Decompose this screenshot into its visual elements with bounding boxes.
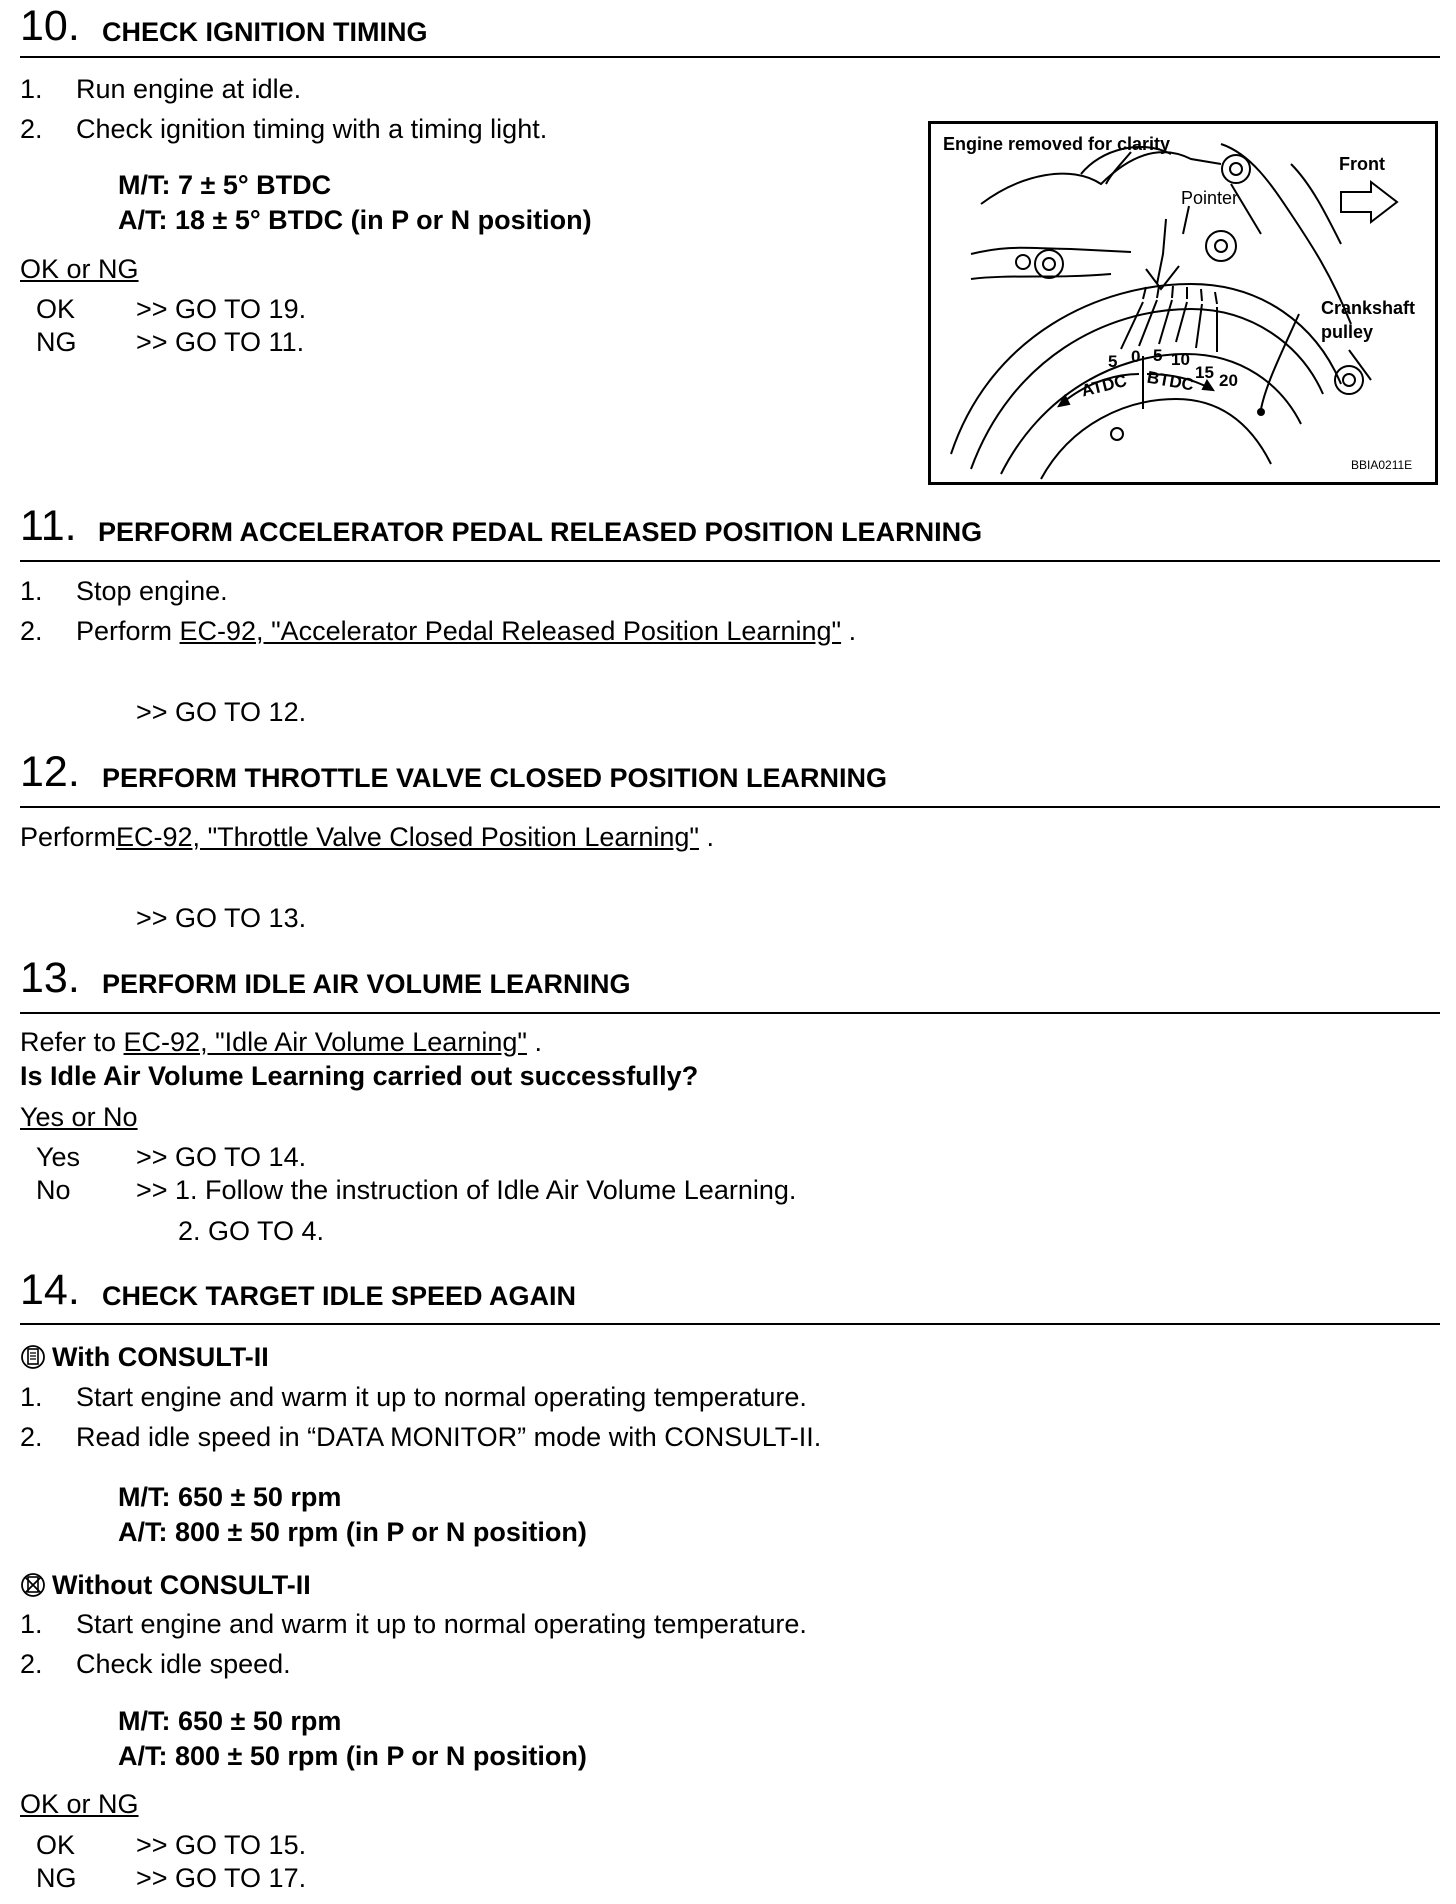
result-key: OK <box>36 1830 76 1860</box>
result-key: OK <box>36 294 76 324</box>
result-label: OK or NG <box>20 1789 139 1819</box>
step-title: PERFORM IDLE AIR VOLUME LEARNING <box>102 969 631 999</box>
ec92-accelerator-link[interactable]: EC-92, "Accelerator Pedal Released Position Learning" <box>179 616 842 646</box>
header-rule <box>20 56 1440 58</box>
scale-15: 15 <box>1195 363 1214 382</box>
list-item: Check idle speed. <box>76 1649 291 1679</box>
header-rule <box>20 806 1440 808</box>
scale-20: 20 <box>1219 371 1238 390</box>
result-action: >> GO TO 19. <box>136 294 307 324</box>
btdc-label: BTDC <box>1145 367 1196 395</box>
header-rule <box>20 560 1440 562</box>
consult-icon <box>20 1344 46 1370</box>
result-key: No <box>36 1175 71 1205</box>
result-key: NG <box>36 327 77 357</box>
scale-0: 0 <box>1131 347 1141 366</box>
spec-at: A/T: 800 ± 50 rpm (in P or N position) <box>118 1741 587 1771</box>
step-13-header <box>20 954 1440 1002</box>
timing-diagram <box>928 121 1438 485</box>
spec-at: A/T: 18 ± 5° BTDC (in P or N position) <box>118 205 592 235</box>
step-title: CHECK IGNITION TIMING <box>102 17 428 47</box>
result-action: >> GO TO 15. <box>136 1830 307 1860</box>
step-title: PERFORM ACCELERATOR PEDAL RELEASED POSITION LEARNING <box>98 517 983 547</box>
list-item-text: . <box>841 616 857 646</box>
no-consult-icon <box>20 1572 46 1598</box>
front-arrow <box>1341 182 1397 222</box>
timing-diagram-drawing <box>931 124 1435 482</box>
list-number: 1. <box>20 576 43 606</box>
pointer-label: Pointer <box>1181 188 1239 208</box>
list-item <box>76 616 856 646</box>
spec-mt: M/T: 7 ± 5° BTDC <box>118 170 332 200</box>
atdc-label: ATDC <box>1079 370 1129 401</box>
step-10-header <box>20 2 1440 50</box>
diagram-caption: Engine removed for clarity <box>943 134 1171 154</box>
scale-btdc-5: 5 <box>1153 346 1163 365</box>
header-rule <box>20 1012 1440 1014</box>
body-text-pre: Perform <box>20 822 117 852</box>
body-text <box>20 822 714 852</box>
diagram-code: BBIA0211E <box>1351 458 1413 472</box>
pointer-leader <box>1157 219 1166 284</box>
question-text: Is Idle Air Volume Learning carried out successfully? <box>20 1061 699 1091</box>
result-key: Yes <box>36 1142 81 1172</box>
list-item: Read idle speed in “DATA MONITOR” mode with CONSULT-II. <box>76 1422 822 1452</box>
result-label: OK or NG <box>20 254 139 284</box>
list-number: 2. <box>20 1649 43 1679</box>
step-12-header <box>20 748 1440 796</box>
with-consult-heading <box>20 1342 269 1372</box>
result-key: NG <box>36 1863 77 1893</box>
list-number: 1. <box>20 1609 43 1639</box>
goto-text: >> GO TO 12. <box>136 697 307 727</box>
with-consult-label: With CONSULT-II <box>52 1342 269 1372</box>
step-title: PERFORM THROTTLE VALVE CLOSED POSITION LEARNING <box>102 763 888 793</box>
spec-at: A/T: 800 ± 50 rpm (in P or N position) <box>118 1517 587 1547</box>
scale-10: 10 <box>1171 350 1190 369</box>
housing-outline <box>1221 144 1351 324</box>
list-item-text: Perform <box>76 616 180 646</box>
body-text-post: . <box>526 1027 542 1057</box>
list-number: 2. <box>20 1422 43 1452</box>
spec-mt: M/T: 650 ± 50 rpm <box>118 1706 342 1736</box>
result-action: >> GO TO 17. <box>136 1863 307 1893</box>
list-number: 2. <box>20 114 43 144</box>
front-label: Front <box>1339 154 1385 174</box>
step-number: 13. <box>20 954 80 1002</box>
scale-atdc-5: 5 <box>1108 352 1118 371</box>
list-item: Check ignition timing with a timing light. <box>76 114 548 144</box>
result-action-2: 2. GO TO 4. <box>178 1216 325 1246</box>
step-number: 10. <box>20 2 80 50</box>
spec-mt: M/T: 650 ± 50 rpm <box>118 1482 342 1512</box>
list-number: 1. <box>20 74 43 104</box>
step-14-header <box>20 1266 1440 1314</box>
result-action: >> 1. Follow the instruction of Idle Air Volume Learning. <box>136 1175 797 1205</box>
result-action: >> GO TO 11. <box>136 327 305 357</box>
list-item: Run engine at idle. <box>76 74 302 104</box>
body-text-pre: Refer to <box>20 1027 124 1057</box>
ec92-idle-air-link[interactable]: EC-92, "Idle Air Volume Learning" <box>123 1027 527 1057</box>
crankshaft-label: Crankshaft <box>1321 298 1416 318</box>
result-label: Yes or No <box>20 1102 138 1132</box>
list-item: Stop engine. <box>76 576 228 606</box>
body-text <box>20 1027 542 1057</box>
list-number: 2. <box>20 616 43 646</box>
list-item: Start engine and warm it up to normal operating temperature. <box>76 1609 807 1639</box>
step-title: CHECK TARGET IDLE SPEED AGAIN <box>102 1281 577 1311</box>
list-item: Start engine and warm it up to normal operating temperature. <box>76 1382 807 1412</box>
header-rule <box>20 1323 1440 1325</box>
step-number: 11. <box>20 502 77 550</box>
step-number: 12. <box>20 748 80 796</box>
result-action: >> GO TO 14. <box>136 1142 307 1172</box>
body-text-post: . <box>699 822 715 852</box>
goto-text: >> GO TO 13. <box>136 903 307 933</box>
list-number: 1. <box>20 1382 43 1412</box>
without-consult-label: Without CONSULT-II <box>52 1570 311 1600</box>
pulley-rim <box>951 284 1341 454</box>
ec92-throttle-link[interactable]: EC-92, "Throttle Valve Closed Position Learning" <box>116 822 699 852</box>
without-consult-heading <box>20 1570 311 1600</box>
crankshaft-label-2: pulley <box>1321 322 1374 342</box>
step-number: 14. <box>20 1266 80 1314</box>
step-11-header <box>20 502 1440 550</box>
